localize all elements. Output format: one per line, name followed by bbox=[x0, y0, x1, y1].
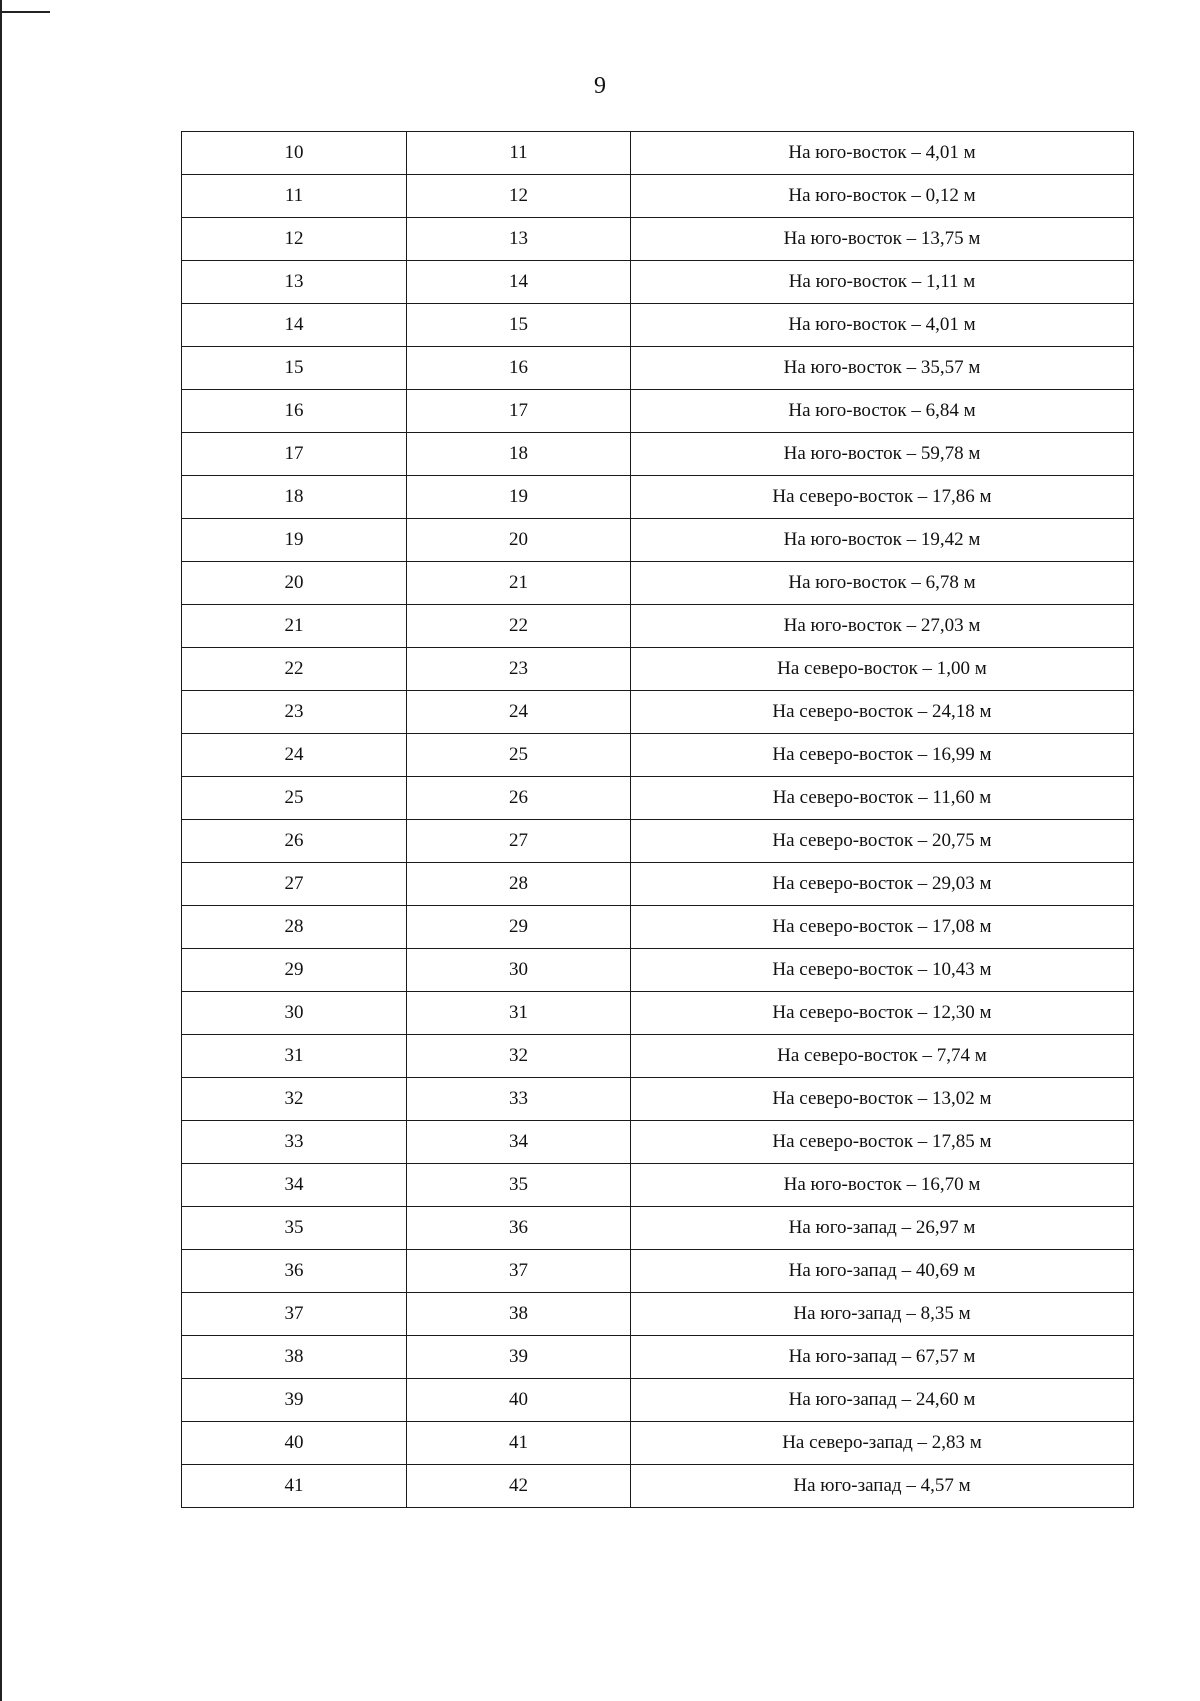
table-row bbox=[182, 175, 1134, 218]
point-from-cell: 40 bbox=[182, 1422, 407, 1465]
point-from-cell: 26 bbox=[182, 820, 407, 863]
point-from-cell: 17 bbox=[182, 433, 407, 476]
direction-distance-cell: На северо-восток – 11,60 м bbox=[631, 777, 1134, 820]
table-row bbox=[182, 218, 1134, 261]
point-from-cell: 10 bbox=[182, 132, 407, 175]
point-to-cell: 32 bbox=[407, 1035, 631, 1078]
point-from-cell: 34 bbox=[182, 1164, 407, 1207]
point-from-cell: 11 bbox=[182, 175, 407, 218]
scan-edge-line bbox=[0, 0, 2, 1701]
table-row bbox=[182, 519, 1134, 562]
boundary-table-body bbox=[182, 132, 1134, 1508]
point-to-cell: 34 bbox=[407, 1121, 631, 1164]
direction-distance-cell: На северо-восток – 17,86 м bbox=[631, 476, 1134, 519]
direction-distance-cell: На северо-восток – 17,85 м bbox=[631, 1121, 1134, 1164]
point-from-cell: 31 bbox=[182, 1035, 407, 1078]
point-to-cell: 41 bbox=[407, 1422, 631, 1465]
point-from-cell: 32 bbox=[182, 1078, 407, 1121]
table-row bbox=[182, 1422, 1134, 1465]
boundary-table bbox=[181, 131, 1134, 1508]
point-from-cell: 29 bbox=[182, 949, 407, 992]
direction-distance-cell: На северо-восток – 16,99 м bbox=[631, 734, 1134, 777]
table-row bbox=[182, 304, 1134, 347]
table-row bbox=[182, 605, 1134, 648]
scan-edge-mark bbox=[0, 11, 50, 13]
table-row bbox=[182, 1035, 1134, 1078]
direction-distance-cell: На юго-восток – 4,01 м bbox=[631, 132, 1134, 175]
point-to-cell: 20 bbox=[407, 519, 631, 562]
point-to-cell: 28 bbox=[407, 863, 631, 906]
table-row bbox=[182, 347, 1134, 390]
direction-distance-cell: На юго-восток – 13,75 м bbox=[631, 218, 1134, 261]
table-row bbox=[182, 1207, 1134, 1250]
table-row bbox=[182, 261, 1134, 304]
direction-distance-cell: На юго-восток – 1,11 м bbox=[631, 261, 1134, 304]
point-from-cell: 36 bbox=[182, 1250, 407, 1293]
point-from-cell: 35 bbox=[182, 1207, 407, 1250]
direction-distance-cell: На юго-восток – 6,78 м bbox=[631, 562, 1134, 605]
direction-distance-cell: На северо-восток – 13,02 м bbox=[631, 1078, 1134, 1121]
point-from-cell: 25 bbox=[182, 777, 407, 820]
point-from-cell: 19 bbox=[182, 519, 407, 562]
page-number: 9 bbox=[594, 73, 606, 99]
point-from-cell: 16 bbox=[182, 390, 407, 433]
point-to-cell: 33 bbox=[407, 1078, 631, 1121]
point-from-cell: 14 bbox=[182, 304, 407, 347]
direction-distance-cell: На юго-восток – 16,70 м bbox=[631, 1164, 1134, 1207]
point-to-cell: 12 bbox=[407, 175, 631, 218]
direction-distance-cell: На северо-восток – 1,00 м bbox=[631, 648, 1134, 691]
table-row bbox=[182, 433, 1134, 476]
table-row bbox=[182, 949, 1134, 992]
direction-distance-cell: На юго-запад – 24,60 м bbox=[631, 1379, 1134, 1422]
table-row bbox=[182, 562, 1134, 605]
point-from-cell: 18 bbox=[182, 476, 407, 519]
table-row bbox=[182, 1465, 1134, 1508]
point-to-cell: 26 bbox=[407, 777, 631, 820]
direction-distance-cell: На северо-восток – 10,43 м bbox=[631, 949, 1134, 992]
point-to-cell: 16 bbox=[407, 347, 631, 390]
table-row bbox=[182, 1379, 1134, 1422]
point-from-cell: 27 bbox=[182, 863, 407, 906]
direction-distance-cell: На северо-восток – 20,75 м bbox=[631, 820, 1134, 863]
point-from-cell: 39 bbox=[182, 1379, 407, 1422]
direction-distance-cell: На юго-запад – 26,97 м bbox=[631, 1207, 1134, 1250]
point-to-cell: 36 bbox=[407, 1207, 631, 1250]
table-row bbox=[182, 1250, 1134, 1293]
table-row bbox=[182, 734, 1134, 777]
direction-distance-cell: На юго-запад – 67,57 м bbox=[631, 1336, 1134, 1379]
table-row bbox=[182, 476, 1134, 519]
point-to-cell: 38 bbox=[407, 1293, 631, 1336]
point-to-cell: 37 bbox=[407, 1250, 631, 1293]
table-row bbox=[182, 390, 1134, 433]
direction-distance-cell: На северо-запад – 2,83 м bbox=[631, 1422, 1134, 1465]
point-to-cell: 22 bbox=[407, 605, 631, 648]
table-row bbox=[182, 820, 1134, 863]
point-from-cell: 23 bbox=[182, 691, 407, 734]
point-from-cell: 30 bbox=[182, 992, 407, 1035]
direction-distance-cell: На юго-запад – 8,35 м bbox=[631, 1293, 1134, 1336]
direction-distance-cell: На юго-восток – 35,57 м bbox=[631, 347, 1134, 390]
point-to-cell: 23 bbox=[407, 648, 631, 691]
table-row bbox=[182, 777, 1134, 820]
point-to-cell: 39 bbox=[407, 1336, 631, 1379]
table-row bbox=[182, 906, 1134, 949]
point-from-cell: 12 bbox=[182, 218, 407, 261]
point-to-cell: 24 bbox=[407, 691, 631, 734]
direction-distance-cell: На юго-восток – 6,84 м bbox=[631, 390, 1134, 433]
point-from-cell: 28 bbox=[182, 906, 407, 949]
direction-distance-cell: На юго-восток – 4,01 м bbox=[631, 304, 1134, 347]
point-to-cell: 13 bbox=[407, 218, 631, 261]
direction-distance-cell: На юго-восток – 59,78 м bbox=[631, 433, 1134, 476]
direction-distance-cell: На северо-восток – 12,30 м bbox=[631, 992, 1134, 1035]
point-to-cell: 19 bbox=[407, 476, 631, 519]
point-to-cell: 27 bbox=[407, 820, 631, 863]
point-to-cell: 15 bbox=[407, 304, 631, 347]
point-to-cell: 30 bbox=[407, 949, 631, 992]
direction-distance-cell: На юго-восток – 27,03 м bbox=[631, 605, 1134, 648]
point-from-cell: 33 bbox=[182, 1121, 407, 1164]
point-from-cell: 13 bbox=[182, 261, 407, 304]
point-to-cell: 31 bbox=[407, 992, 631, 1035]
direction-distance-cell: На северо-восток – 17,08 м bbox=[631, 906, 1134, 949]
point-to-cell: 14 bbox=[407, 261, 631, 304]
direction-distance-cell: На юго-восток – 0,12 м bbox=[631, 175, 1134, 218]
point-from-cell: 20 bbox=[182, 562, 407, 605]
table-row bbox=[182, 1293, 1134, 1336]
table-row bbox=[182, 1121, 1134, 1164]
point-to-cell: 35 bbox=[407, 1164, 631, 1207]
table-row bbox=[182, 691, 1134, 734]
point-from-cell: 15 bbox=[182, 347, 407, 390]
table-row bbox=[182, 1164, 1134, 1207]
direction-distance-cell: На юго-запад – 40,69 м bbox=[631, 1250, 1134, 1293]
point-from-cell: 21 bbox=[182, 605, 407, 648]
point-to-cell: 17 bbox=[407, 390, 631, 433]
point-from-cell: 41 bbox=[182, 1465, 407, 1508]
table-row bbox=[182, 863, 1134, 906]
point-to-cell: 25 bbox=[407, 734, 631, 777]
table-row bbox=[182, 648, 1134, 691]
table-row bbox=[182, 992, 1134, 1035]
point-from-cell: 38 bbox=[182, 1336, 407, 1379]
point-from-cell: 37 bbox=[182, 1293, 407, 1336]
direction-distance-cell: На юго-запад – 4,57 м bbox=[631, 1465, 1134, 1508]
direction-distance-cell: На северо-восток – 7,74 м bbox=[631, 1035, 1134, 1078]
point-from-cell: 22 bbox=[182, 648, 407, 691]
table-row bbox=[182, 132, 1134, 175]
point-to-cell: 40 bbox=[407, 1379, 631, 1422]
point-to-cell: 18 bbox=[407, 433, 631, 476]
direction-distance-cell: На северо-восток – 29,03 м bbox=[631, 863, 1134, 906]
direction-distance-cell: На северо-восток – 24,18 м bbox=[631, 691, 1134, 734]
point-to-cell: 21 bbox=[407, 562, 631, 605]
point-to-cell: 42 bbox=[407, 1465, 631, 1508]
table-row bbox=[182, 1078, 1134, 1121]
point-to-cell: 29 bbox=[407, 906, 631, 949]
point-from-cell: 24 bbox=[182, 734, 407, 777]
point-to-cell: 11 bbox=[407, 132, 631, 175]
direction-distance-cell: На юго-восток – 19,42 м bbox=[631, 519, 1134, 562]
table-row bbox=[182, 1336, 1134, 1379]
